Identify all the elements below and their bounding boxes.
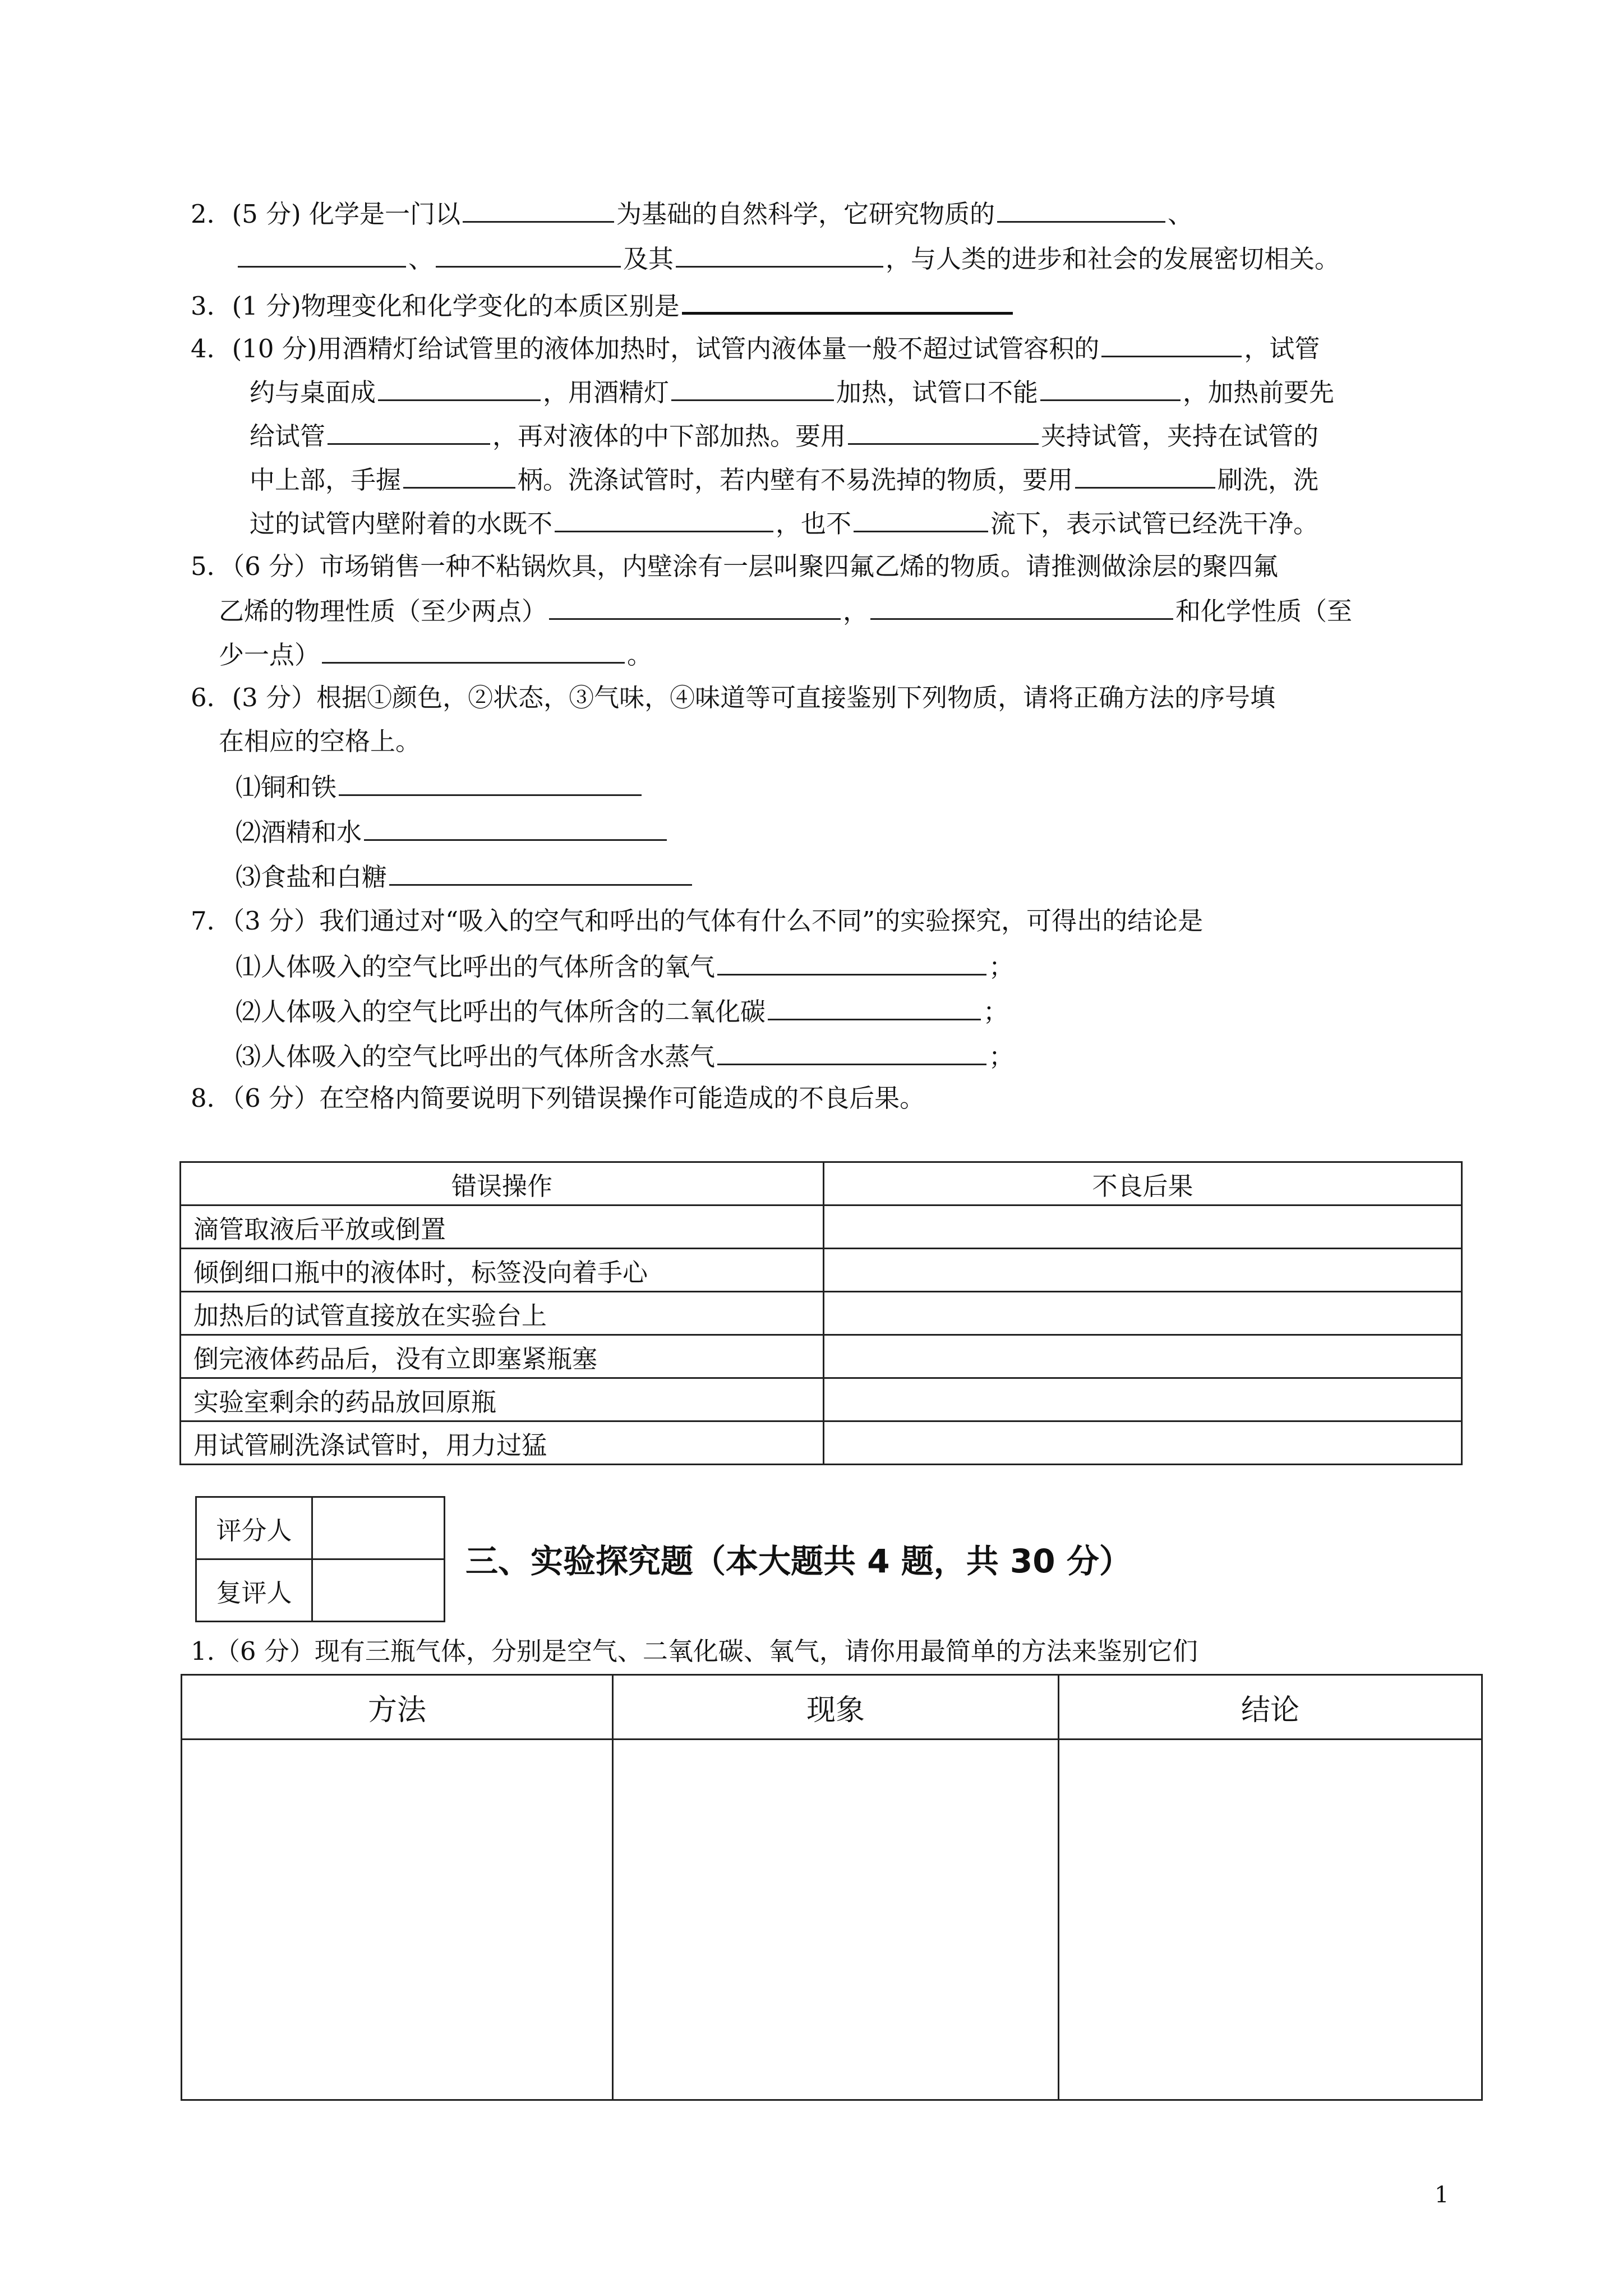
q8-text-1: 8．（6 分）在空格内简要说明下列错误操作可能造成的不良后果。: [191, 1083, 925, 1113]
q5-text-2c: 和化学性质（至: [1175, 596, 1353, 626]
q5-line3: [219, 637, 652, 672]
q2-blank-2[interactable]: [997, 196, 1165, 223]
q7-blank-3[interactable]: [717, 1039, 986, 1065]
q4-text-2c: 加热，试管口不能: [836, 378, 1039, 407]
q8-row-4-answer[interactable]: [824, 1335, 1462, 1378]
q4-blank-4[interactable]: [1040, 375, 1181, 401]
table-row: [181, 1378, 1462, 1421]
q7-item-2: [236, 994, 1008, 1029]
q4-text-3b: ，再对液体的中下部加热。要用: [492, 421, 846, 451]
q4-line5: [250, 506, 1318, 541]
q8-row-6-answer[interactable]: [824, 1421, 1462, 1465]
q4-text-1a: 4．(10 分)用酒精灯给试管里的液体加热时，试管内液体量一般不超过试管容积的: [191, 334, 1100, 364]
q8-header-consequence: 不良后果: [824, 1162, 1462, 1205]
q4-blank-5[interactable]: [328, 418, 490, 445]
q4-blank-8[interactable]: [1075, 462, 1215, 489]
q4-line2: [250, 375, 1334, 409]
q5-blank-3[interactable]: [322, 637, 625, 664]
q8-table: [179, 1161, 1463, 1465]
table-row: [181, 1249, 1462, 1292]
q6-line2: [219, 725, 421, 758]
q6-item-2-label: ⑵酒精和水: [236, 817, 362, 847]
q4-text-2b: ，用酒精灯: [543, 378, 670, 407]
q4-text-5a: 过的试管内壁附着的水既不: [250, 509, 553, 539]
q3-text: 3．(1 分)物理变化和化学变化的本质区别是: [191, 291, 680, 321]
q7-item-3-end: ；: [989, 1042, 1015, 1071]
q4-blank-7[interactable]: [403, 462, 515, 489]
q4-text-3a: 给试管: [250, 421, 326, 451]
q6-item-3-label: ⑶食盐和白糖: [236, 862, 388, 892]
q2-line1: [191, 196, 1193, 231]
q2-blank-1[interactable]: [463, 196, 614, 223]
q2-blank-5[interactable]: [676, 241, 883, 268]
q8-row-5-answer[interactable]: [824, 1378, 1462, 1421]
q4-text-4b: 柄。洗涤试管时，若内壁有不易洗掉的物质，要用: [518, 465, 1073, 495]
q6-line1: [191, 681, 1275, 715]
q4-blank-3[interactable]: [671, 375, 834, 401]
q5-text-3b: 。: [627, 640, 653, 670]
grader-signature-cell[interactable]: [312, 1497, 445, 1559]
q4-blank-10[interactable]: [854, 506, 988, 532]
section-3-title: 三、实验探究题（本大题共 4 题，共 30 分）: [465, 1542, 1132, 1580]
q8-row-1-answer[interactable]: [824, 1205, 1462, 1249]
q8-row-1-operation: 滴管取液后平放或倒置: [181, 1205, 824, 1249]
q5-line2: [219, 593, 1352, 628]
q8-row-3-operation: 加热后的试管直接放在实验台上: [181, 1292, 824, 1335]
q6-text-2: 在相应的空格上。: [219, 726, 421, 756]
q7-blank-2[interactable]: [768, 994, 981, 1020]
q2-line2: [236, 241, 1340, 276]
q5-text-3a: 少一点）: [219, 640, 320, 670]
s3q1-text: 1.（6 分）现有三瓶气体，分别是空气、二氧化碳、氧气，请你用最简单的方法来鉴别它们: [191, 1636, 1198, 1666]
q4-blank-2[interactable]: [378, 375, 541, 401]
q7-blank-1[interactable]: [717, 949, 986, 976]
s3q1-header-phenomenon: 现象: [613, 1675, 1059, 1740]
q5-text-1: 5．（6 分）市场销售一种不粘锅炊具，内壁涂有一层叫聚四氟乙烯的物质。请推测做涂层的聚四氟: [191, 551, 1279, 581]
grader-row-1: [196, 1497, 445, 1559]
q4-text-4a: 中上部，手握: [250, 465, 402, 495]
q6-text-1: 6．(3 分）根据①颜色，②状态，③气味，④味道等可直接鉴别下列物质，请将正确方法的序号填: [191, 683, 1276, 712]
s3q1-method-cell[interactable]: [182, 1740, 613, 2100]
q4-line3: [250, 418, 1318, 453]
q6-item-2: [236, 815, 669, 849]
q8-row-2-answer[interactable]: [824, 1249, 1462, 1292]
q4-text-1b: ，试管: [1244, 334, 1320, 364]
q7-item-1-end: ；: [989, 952, 1015, 982]
s3q1-header-conclusion: 结论: [1059, 1675, 1482, 1740]
page-number: 1: [1435, 2182, 1449, 2208]
s3q1-phenomenon-cell[interactable]: [613, 1740, 1059, 2100]
table-row: [181, 1205, 1462, 1249]
q7-item-3-label: ⑶人体吸入的空气比呼出的气体所含水蒸气: [236, 1042, 716, 1071]
q3-blank[interactable]: [682, 287, 1013, 315]
q6-blank-3[interactable]: [389, 859, 692, 886]
q4-text-2d: ，加热前要先: [1183, 378, 1335, 407]
table-row: [181, 1421, 1462, 1465]
s3q1-conclusion-cell[interactable]: [1059, 1740, 1482, 2100]
q4-blank-6[interactable]: [848, 418, 1039, 445]
q4-text-4c: 刷洗，洗: [1218, 465, 1319, 495]
q8-table-header: [181, 1162, 1462, 1205]
q7-item-3: [236, 1039, 1014, 1074]
q5-blank-1[interactable]: [549, 593, 841, 620]
s3q1-table: [181, 1674, 1483, 2101]
q6-blank-2[interactable]: [364, 815, 667, 841]
q6-item-3: [236, 859, 694, 894]
q7-item-1-label: ⑴人体吸入的空气比呼出的气体所含的氧气: [236, 952, 716, 982]
q7-item-2-label: ⑵人体吸入的空气比呼出的气体所含的二氧化碳: [236, 997, 766, 1027]
q5-blank-2[interactable]: [870, 593, 1173, 620]
q6-item-1: [236, 770, 644, 804]
q2-blank-4[interactable]: [436, 241, 621, 268]
q4-text-3c: 夹持试管，夹持在试管的: [1041, 421, 1319, 451]
s3q1-table-header: [182, 1675, 1482, 1740]
q6-item-1-label: ⑴铜和铁: [236, 772, 337, 802]
table-row: [181, 1335, 1462, 1378]
q4-line1: [191, 331, 1320, 366]
q5-line1: [191, 550, 1278, 583]
q2-text-f: ，与人类的进步和社会的发展密切相关。: [886, 244, 1340, 274]
q2-text-e: 及其: [623, 244, 674, 274]
q2-text-b: 为基础的自然科学，它研究物质的: [616, 199, 995, 229]
q4-text-5b: ，也不: [776, 509, 852, 539]
reviewer-label: 复评人: [196, 1559, 312, 1622]
q7-item-2-end: ；: [983, 997, 1009, 1027]
q8-row-2-operation: 倾倒细口瓶中的液体时，标签没向着手心: [181, 1249, 824, 1292]
q2-text-a: 2．(5 分) 化学是一门以: [191, 199, 460, 229]
reviewer-signature-cell[interactable]: [312, 1559, 445, 1622]
q4-blank-1[interactable]: [1101, 331, 1242, 357]
s3q1-header-method: 方法: [182, 1675, 613, 1740]
q4-text-5c: 流下，表示试管已经洗干净。: [990, 509, 1319, 539]
q8-header-operation: 错误操作: [181, 1162, 824, 1205]
q2-blank-3[interactable]: [238, 241, 406, 268]
q4-blank-9[interactable]: [555, 506, 773, 532]
q2-text-c: 、: [1168, 199, 1193, 229]
q5-text-2a: 乙烯的物理性质（至少两点）: [219, 596, 547, 626]
table-row: [181, 1292, 1462, 1335]
q4-line4: [250, 462, 1318, 497]
q8-row-5-operation: 实验室剩余的药品放回原瓶: [181, 1378, 824, 1421]
q8-row-3-answer[interactable]: [824, 1292, 1462, 1335]
q6-blank-1[interactable]: [339, 770, 642, 796]
q3-line: [191, 287, 1015, 323]
q5-text-2b: ，: [843, 596, 869, 626]
q7-item-1: [236, 949, 1014, 984]
q8-row-4-operation: 倒完液体药品后，没有立即塞紧瓶塞: [181, 1335, 824, 1378]
grader-table: [195, 1496, 445, 1622]
q2-text-d: 、: [408, 244, 434, 274]
grader-row-2: [196, 1559, 445, 1622]
grader-label: 评分人: [196, 1497, 312, 1559]
table-row: [182, 1740, 1482, 2100]
q7-text-1: 7．（3 分）我们通过对“吸入的空气和呼出的气体有什么不同”的实验探究，可得出的结论是: [191, 906, 1204, 936]
q7-line1: [191, 904, 1203, 938]
q8-row-6-operation: 用试管刷洗涤试管时，用力过猛: [181, 1421, 824, 1465]
q8-line1: [191, 1082, 925, 1115]
s3q1-line: [191, 1635, 1198, 1668]
q4-text-2a: 约与桌面成: [250, 378, 376, 407]
